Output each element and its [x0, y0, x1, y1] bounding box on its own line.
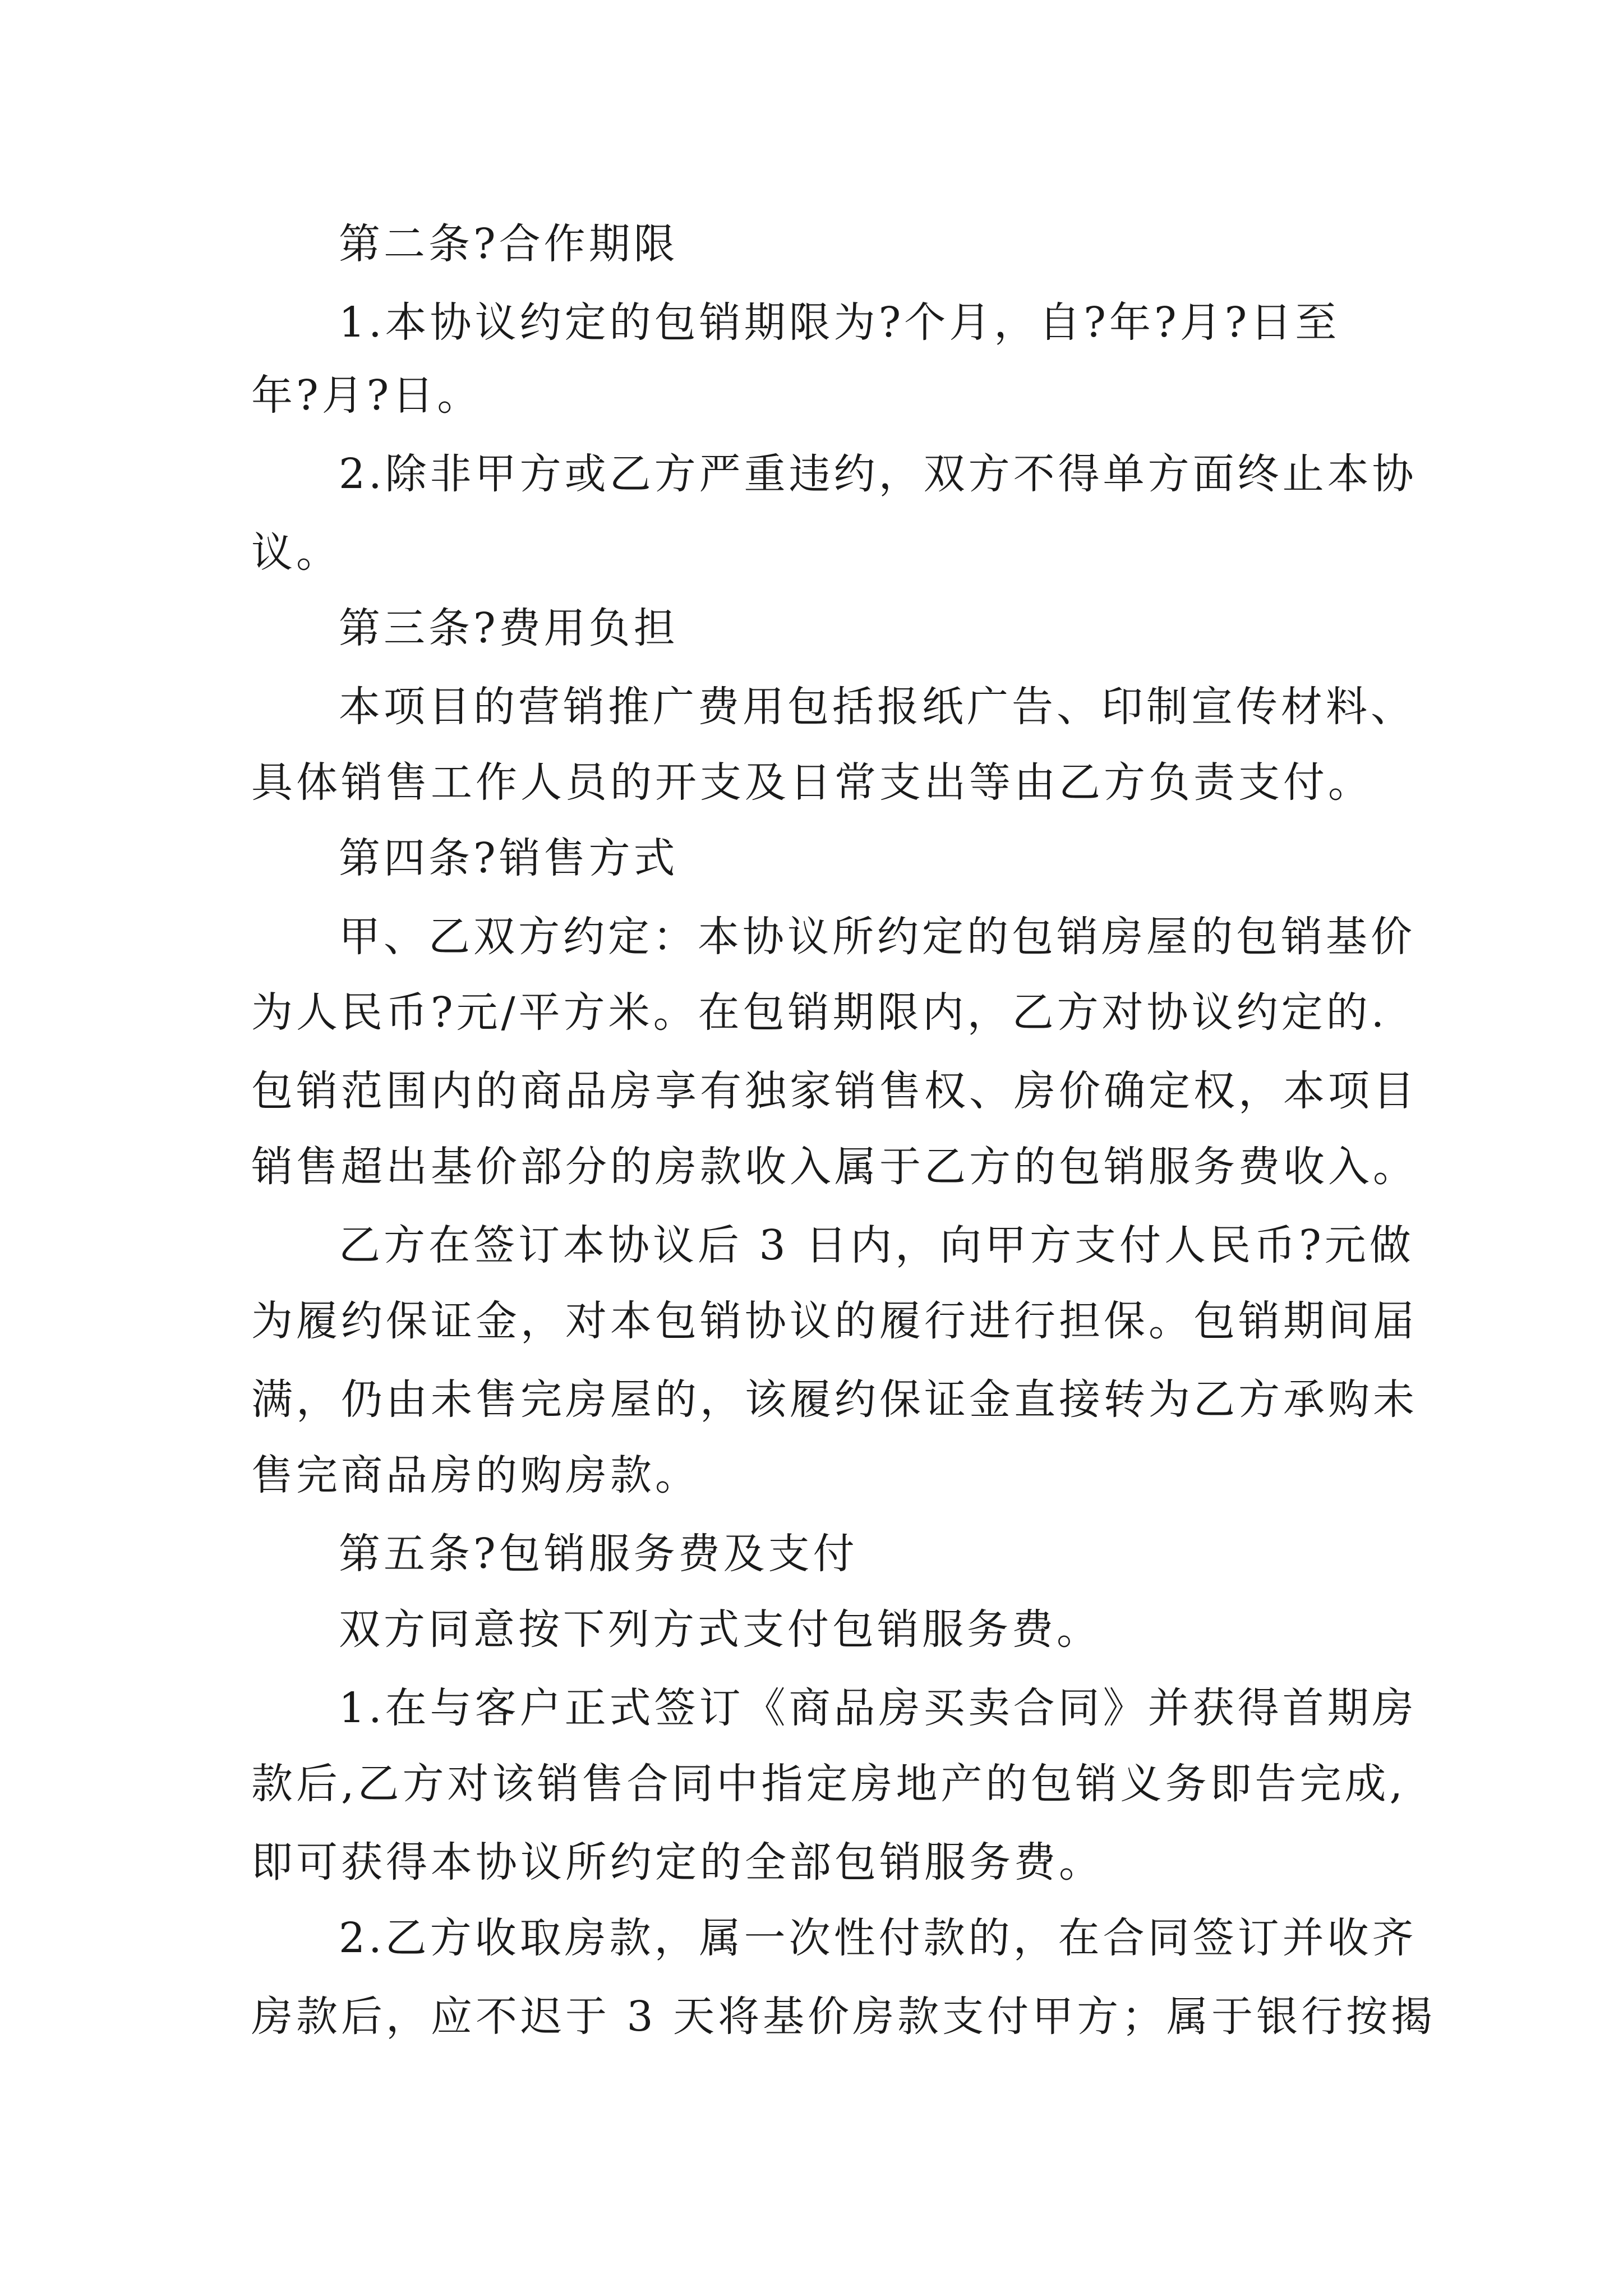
article-4-heading: 第四条?销售方式 [339, 834, 679, 882]
article-3-heading: 第三条?费用负担 [339, 604, 679, 652]
paragraph-line: 即可获得本协议所约定的全部包销服务费。 [251, 1838, 1104, 1887]
paragraph-line: 双方同意按下列方式支付包销服务费。 [339, 1605, 1101, 1654]
paragraph-line: 议。 [251, 528, 341, 577]
paragraph-line: 1.本协议约定的包销期限为?个月，自?年?月?日至 [339, 298, 1340, 347]
paragraph-line: 为履约保证金，对本包销协议的履行进行担保。包销期间届 [251, 1297, 1418, 1345]
paragraph-line: 乙方在签订本协议后 3 日内，向甲方支付人民币?元做 [339, 1221, 1414, 1269]
paragraph-line: 满，仍由未售完房屋的，该履约保证金直接转为乙方承购未 [251, 1375, 1418, 1424]
paragraph-line: 甲、乙双方约定：本协议所约定的包销房屋的包销基价 [339, 913, 1415, 961]
paragraph-line: 2.乙方收取房款，属一次性付款的，在合同签订并收齐 [339, 1914, 1417, 1962]
article-2-heading: 第二条?合作期限 [339, 220, 679, 268]
paragraph-line: 年?月?日。 [251, 371, 482, 420]
paragraph-line: 具体销售工作人员的开支及日常支出等由乙方负责支付。 [251, 758, 1373, 807]
paragraph-line: 为人民币?元/平方米。在包销期限内，乙方对协议约定的. [251, 988, 1388, 1037]
paragraph-line: 售完商品房的购房款。 [251, 1451, 700, 1499]
paragraph-line: 2.除非甲方或乙方严重违约，双方不得单方面终止本协 [339, 450, 1417, 498]
paragraph-line: 本项目的营销推广费用包括报纸广告、印制宣传材料、 [339, 683, 1415, 731]
paragraph-line: 1.在与客户正式签订《商品房买卖合同》并获得首期房 [339, 1684, 1417, 1732]
article-5-heading: 第五条?包销服务费及支付 [339, 1530, 858, 1578]
paragraph-line: 房款后，应不迟于 3 天将基价房款支付甲方；属于银行按揭 [251, 1993, 1436, 2041]
paragraph-line: 销售超出基价部分的房款收入属于乙方的包销服务费收入。 [251, 1143, 1418, 1191]
paragraph-line: 包销范围内的商品房享有独家销售权、房价确定权，本项目 [251, 1067, 1418, 1115]
paragraph-line: 款后,乙方对该销售合同中指定房地产的包销义务即告完成, [251, 1760, 1407, 1808]
